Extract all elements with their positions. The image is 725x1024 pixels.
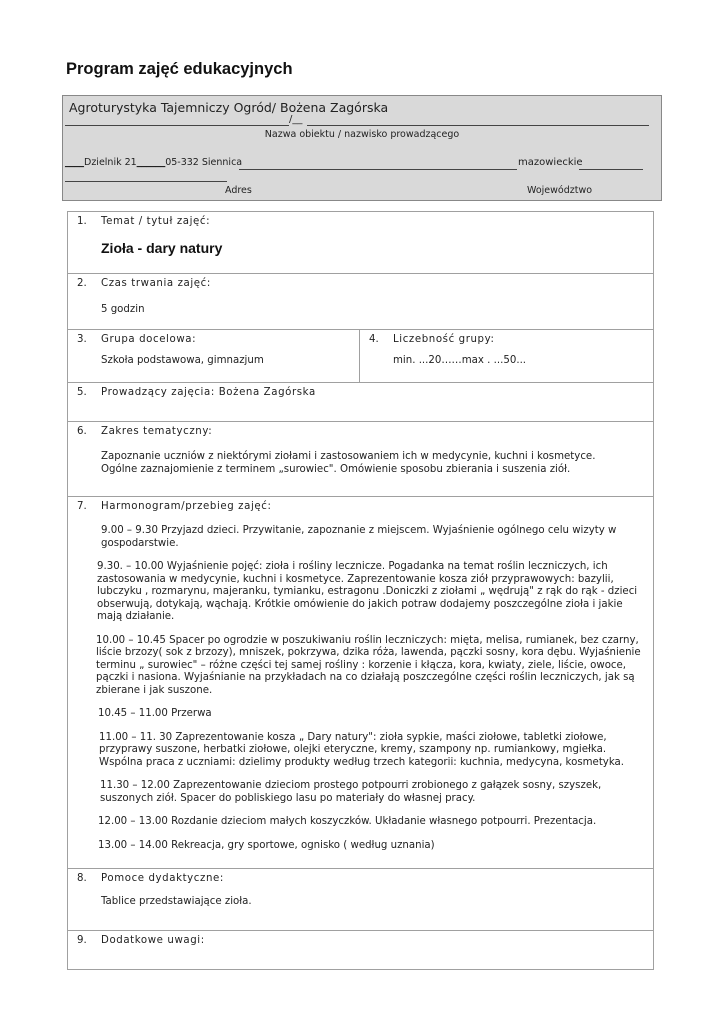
section-number: 6. — [77, 426, 87, 437]
section-number: 5. — [77, 387, 87, 398]
section-topic — [68, 212, 654, 274]
owner-underline-right — [307, 125, 649, 126]
group-size-value: min. ...20……max . ...50... — [393, 355, 527, 366]
section-target-group — [68, 330, 360, 383]
region-value: mazowieckie — [518, 157, 583, 168]
section-schedule — [68, 497, 654, 869]
address-prefix: ____ — [65, 157, 84, 168]
schedule-item: 9.00 – 9.30 Przyjazd dzieci. Przywitanie, zapoznanie z miejscem. Wyjaśnienie ogólnego celu wizyty w gospodarstwie. — [101, 525, 617, 549]
duration-value: 5 godzin — [101, 304, 145, 315]
schedule-item: 10.00 – 10.45 Spacer po ogrodzie w poszukiwaniu roślin leczniczych: mięta, melisa, rumianek, bez czarny, liście brzozy( sok z brzozy), mniszek, pokrzywa, dzika róża, lawenda, pączki sosny, kora dębu. Wyjaśnienie terminu „ surowiec" – różne części tej samej rośliny : korzenie i kłącza, kora, kwiaty, ziele, liście, owoce, pączki i nasiona. Wyjaśnianie na przykładach na co działają poszczególne części roślin leczniczych, jak są zbierane i jak suszone. — [96, 634, 641, 696]
section-label: Pomoce dydaktyczne: — [101, 873, 224, 884]
section-label: Prowadzący zajęcia: Bożena Zagórska — [101, 387, 316, 398]
schedule-item: 12.00 – 13.00 Rozdanie dzieciom małych koszyczków. Układanie własnego potpourri. Prezentacja. — [98, 816, 597, 827]
schedule-item: 13.00 – 14.00 Rekreacja, gry sportowe, ognisko ( według uznania) — [98, 839, 435, 851]
section-label: Grupa docelowa: — [101, 334, 197, 345]
section-number: 1. — [77, 216, 87, 227]
schedule-item: 10.45 – 11.00 Przerwa — [98, 708, 212, 719]
header-box — [62, 95, 662, 201]
section-instructor — [68, 383, 654, 422]
page-title: Program zajęć edukacyjnych — [66, 60, 293, 78]
section-label: Harmonogram/przebieg zajęć: — [101, 501, 272, 512]
program-form — [67, 211, 654, 970]
section-label: Temat / tytuł zajęć: — [101, 216, 211, 227]
section-number: 3. — [77, 334, 87, 345]
section-label: Zakres tematyczny: — [101, 426, 213, 437]
section-notes — [68, 931, 654, 970]
owner-caption: Nazwa obiektu / nazwisko prowadzącego — [264, 129, 460, 140]
section-group-size — [360, 330, 654, 383]
section-number: 7. — [77, 501, 87, 512]
section-number: 2. — [77, 278, 87, 289]
address-underline — [239, 169, 517, 170]
section-number: 8. — [77, 873, 87, 884]
section-scope — [68, 422, 654, 497]
section-label: Liczebność grupy: — [393, 334, 495, 345]
schedule-item: 11.00 – 11. 30 Zaprezentowanie kosza „ Dary natury": zioła sypkie, maści ziołowe, tabletki ziołowe, przyprawy suszone, herbatki ziołowe, olejki eteryczne, kremy, szampony np. rumiankowy, mgiełka. Wspólna praca z uczniami: dzielimy produkty według trzech kategorii: kuchnia, medycyna, kosmetyka. — [99, 731, 625, 768]
address-postal: 05-332 Siennica — [165, 157, 243, 168]
owner-name: Agroturystyka Tajemniczy Ogród/ Bożena Zagórska — [69, 100, 389, 115]
region-underline — [579, 169, 643, 170]
region-label: Województwo — [527, 185, 593, 196]
address-sep: ______ — [136, 157, 166, 168]
section-number: 9. — [77, 935, 87, 946]
section-label: Dodatkowe uwagi: — [101, 935, 205, 946]
scope-value: Zapoznanie uczniów z niektórymi ziołami i zastosowaniem ich w medycynie, kuchni i kosmetyce. Ogólne zaznajomienie z terminem „surowiec". Omówienie sposobu zbierania i suszenia ziół. — [101, 451, 596, 475]
owner-underline — [65, 125, 289, 126]
target-group-value: Szkoła podstawowa, gimnazjum — [101, 355, 264, 366]
schedule-item: 11.30 – 12.00 Zaprezentowanie dzieciom prostego potpourri zrobionego z gałązek sosny, szyszek, suszonych ziół. Spacer do pobliskiego lasu po materiały do własnej pracy. — [100, 780, 602, 804]
owner-slash: /__ — [289, 114, 303, 125]
address-underline-2 — [65, 181, 227, 182]
schedule-list — [96, 525, 643, 863]
schedule-item: 9.30. – 10.00 Wyjaśnienie pojęć: zioła i rośliny lecznicze. Pogadanka na temat roślin leczniczych, ich zastosowania w medycynie, kuchni i kosmetyce. Zaprezentowanie kosza ziół przyprawowych: bazylii, lubczyku , rozmarynu, majeranku, tymianku, estragonu .Doniczki z ziołami „ wędrują" z rąk do rąk - dzieci obserwują, dotykają, wąchają. Krótkie omówienie do jakich potraw dodajemy poszczególne zioła i jakie mają działanie. — [97, 561, 638, 622]
section-duration — [68, 274, 654, 330]
section-number: 4. — [369, 334, 379, 345]
section-teaching-aids — [68, 869, 654, 931]
address-street: Dzielnik 21 — [84, 157, 137, 168]
topic-value: Zioła - dary natury — [101, 240, 223, 256]
address-label: Adres — [225, 185, 252, 196]
section-label: Czas trwania zajęć: — [101, 278, 211, 289]
teaching-aids-value: Tablice przedstawiające zioła. — [101, 896, 252, 907]
